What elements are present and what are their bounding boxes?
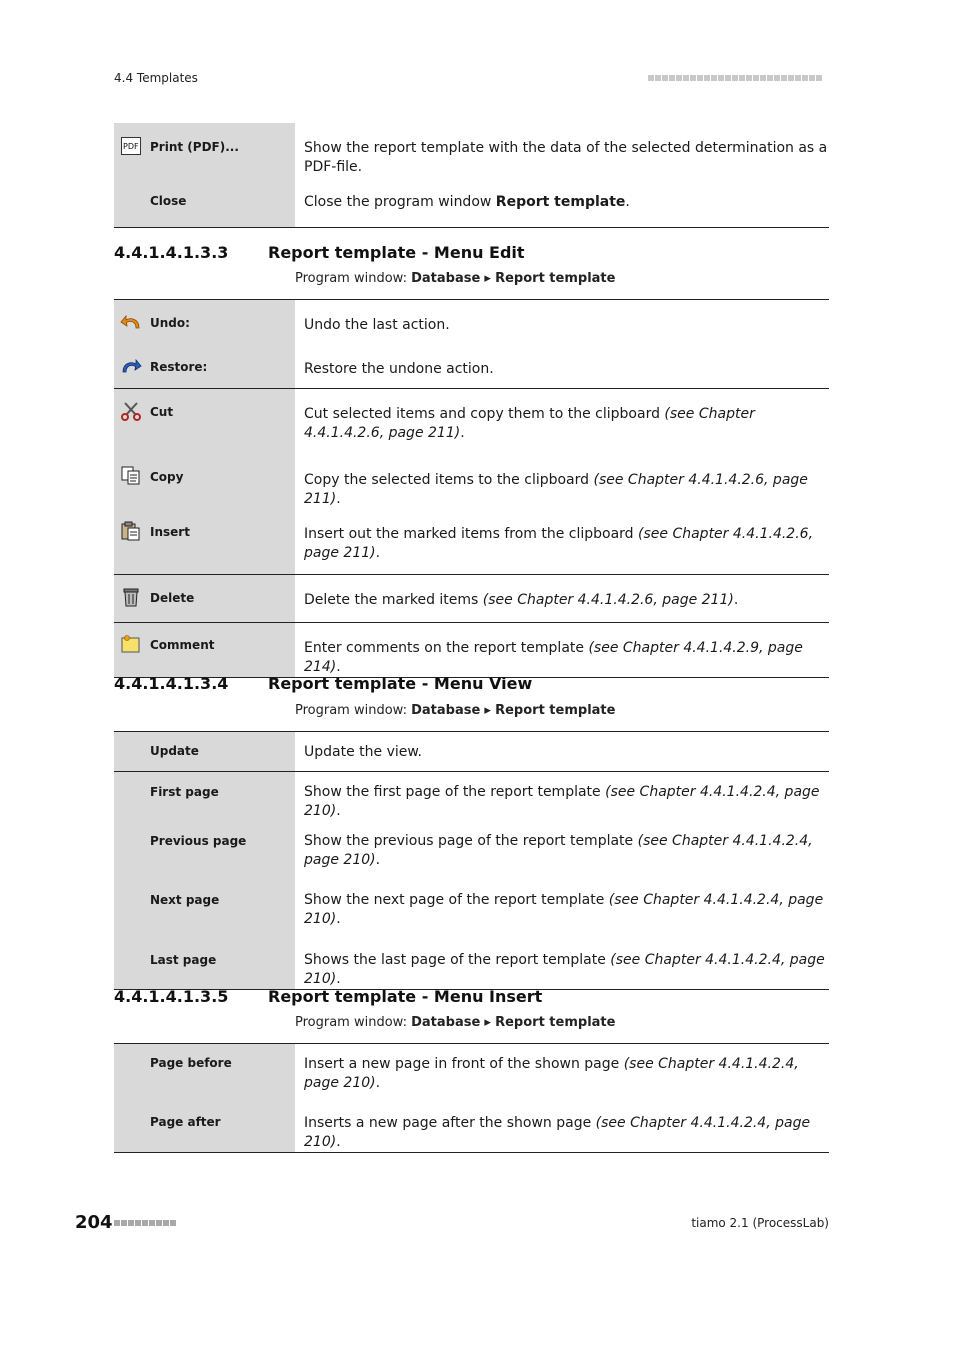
insert-menu-table <box>114 1043 829 1153</box>
menu-item-description: Update the view. <box>295 732 829 772</box>
menu-item-description: Show the next page of the report template (see Chapter 4.4.1.4.2.4, page 210). <box>304 892 824 927</box>
menu-item-description: Restore the undone action. <box>295 344 829 389</box>
section-heading-edit: 4.4.1.4.1.3.3 Report template - Menu Edit <box>114 243 525 262</box>
program-window-path: Program window: Database ▸ Report template <box>295 1015 616 1030</box>
menu-item-label: Cut <box>150 405 174 419</box>
menu-item-label: Close <box>150 194 187 208</box>
menu-item-description: Cut selected items and copy them to the clipboard (see Chapter 4.4.1.4.2.6, page 211). <box>304 406 755 441</box>
header-decoration <box>648 75 822 81</box>
product-name: tiamo 2.1 (ProcessLab) <box>691 1216 829 1230</box>
menu-item-description: Close the program window Report template. <box>295 186 829 227</box>
menu-item-label: Page before <box>150 1056 232 1070</box>
undo-icon <box>120 311 142 333</box>
menu-item-label: Comment <box>150 638 215 652</box>
section-heading-insert: 4.4.1.4.1.3.5 Report template - Menu Insert <box>114 987 543 1006</box>
menu-item-label: Previous page <box>150 834 247 848</box>
copy-icon <box>120 465 142 487</box>
menu-item-description: Insert out the marked items from the clipboard (see Chapter 4.4.1.4.2.6, page 211). <box>295 509 829 575</box>
menu-item-label: Print (PDF)... <box>150 140 239 154</box>
menu-item-label: Insert <box>150 524 190 539</box>
program-window-path: Program window: Database ▸ Report template <box>295 703 616 718</box>
menu-item-label: Last page <box>150 953 217 967</box>
menu-item-description: Undo the last action. <box>295 300 829 344</box>
menu-item-description: Enter comments on the report template (see Chapter 4.4.1.4.2.9, page 214). <box>295 623 829 678</box>
menu-item-description: Insert a new page in front of the shown page (see Chapter 4.4.1.4.2.4, page 210). <box>295 1044 829 1103</box>
file-menu-table <box>114 123 829 228</box>
pdf-icon <box>120 135 142 157</box>
page-number: 204 <box>75 1212 113 1233</box>
menu-item-label: First page <box>150 785 219 799</box>
paste-icon <box>120 520 142 542</box>
section-heading-view: 4.4.1.4.1.3.4 Report template - Menu View <box>114 674 533 693</box>
menu-item-label: Next page <box>150 893 220 907</box>
menu-item-label: Restore: <box>150 359 208 374</box>
menu-item-description: Inserts a new page after the shown page (see Chapter 4.4.1.4.2.4, page 210). <box>295 1103 829 1153</box>
menu-item-label: Copy <box>150 469 184 484</box>
program-window-path: Program window: Database ▸ Report template <box>295 271 616 286</box>
menu-item-label: Page after <box>150 1114 221 1129</box>
running-header: 4.4 Templates <box>114 71 198 85</box>
menu-item-description: Shows the last page of the report template (see Chapter 4.4.1.4.2.4, page 210). <box>295 940 829 990</box>
menu-item-description: Show the previous page of the report template (see Chapter 4.4.1.4.2.4, page 210). <box>304 833 813 868</box>
menu-item-label: Undo: <box>150 316 190 330</box>
view-menu-table <box>114 731 829 990</box>
edit-menu-table <box>114 299 829 678</box>
scissors-icon <box>120 400 142 422</box>
menu-item-description: Show the report template with the data of the selected determination as a PDF-file. <box>304 140 828 175</box>
svg-text:PDF: PDF <box>123 142 139 151</box>
menu-item-label: Delete <box>150 591 195 605</box>
menu-item-description: Copy the selected items to the clipboard (see Chapter 4.4.1.4.2.6, page 211). <box>304 471 808 507</box>
menu-item-description: Delete the marked items (see Chapter 4.4.1.4.2.6, page 211). <box>295 575 829 623</box>
comment-icon <box>120 633 142 655</box>
menu-item-description: Show the first page of the report template (see Chapter 4.4.1.4.2.4, page 210). <box>304 784 820 819</box>
redo-icon <box>120 355 142 377</box>
footer-decoration <box>114 1220 176 1226</box>
menu-item-label: Update <box>150 744 199 758</box>
trash-icon <box>120 586 142 608</box>
